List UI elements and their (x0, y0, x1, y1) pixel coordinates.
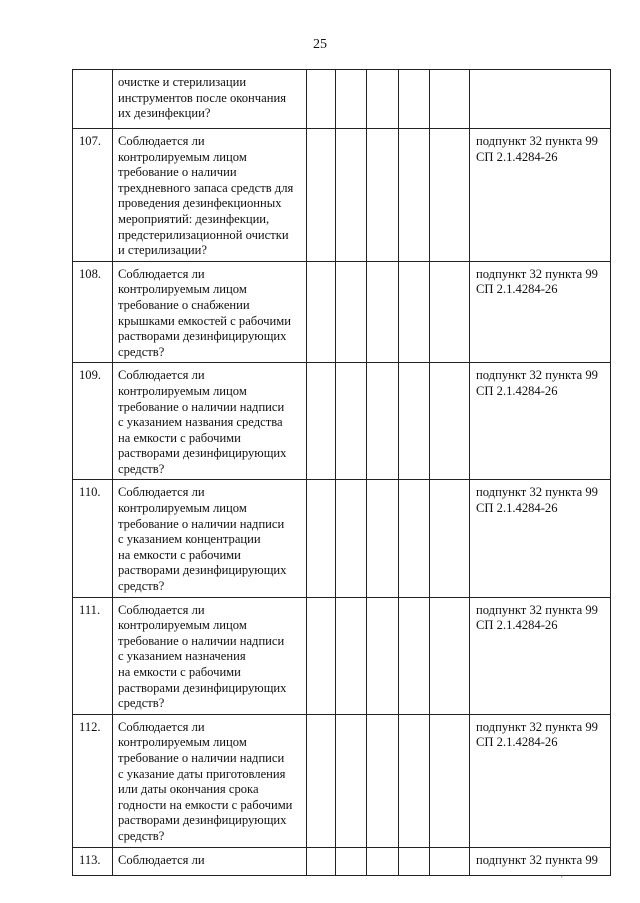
question-line: годности на емкости с рабочими (118, 797, 293, 812)
reference-line: подпункт 32 пункта 99 (476, 602, 598, 617)
answer-cell (367, 480, 399, 597)
question-line: на емкости с рабочими (118, 665, 241, 679)
question-line: требование о наличии надписи (118, 516, 285, 531)
row-number: 107. (73, 129, 113, 262)
answer-cell (430, 363, 470, 480)
answer-cell (399, 129, 430, 262)
row-number: 113. (73, 847, 113, 875)
answer-cell (367, 597, 399, 714)
question-line: проведения дезинфекционных (118, 196, 282, 211)
reference-line: СП 2.1.4284-26 (476, 383, 558, 398)
question-line: контролируемым лицом (118, 501, 247, 516)
answer-cell (336, 847, 367, 875)
table-row (73, 597, 611, 714)
question-line: контролируемым лицом (118, 282, 247, 297)
answer-cell (307, 480, 336, 597)
requirement-question (113, 70, 307, 129)
reference-line: подпункт 32 пункта 99 (476, 368, 598, 383)
question-line: Соблюдается ли (118, 134, 205, 148)
answer-cell (307, 597, 336, 714)
question-line: требование о наличии надписи (118, 750, 285, 765)
answer-cell (430, 847, 470, 875)
legal-reference (470, 714, 611, 847)
reference-line: подпункт 32 пункта 99 (476, 719, 598, 734)
requirement-question (113, 597, 307, 714)
answer-cell (399, 261, 430, 363)
answer-cell (336, 597, 367, 714)
row-number: 112. (73, 714, 113, 847)
question-line: контролируемым лицом (118, 735, 247, 750)
question-line: средств? (118, 696, 165, 711)
row-number: 108. (73, 261, 113, 363)
question-line: с указание даты приготовления (118, 766, 286, 781)
question-line: контролируемым лицом (118, 618, 247, 633)
reference-line: подпункт 32 пункта 99 (476, 485, 598, 500)
question-line: предстерилизационной очистки (118, 227, 289, 242)
answer-cell (430, 597, 470, 714)
reference-line: подпункт 32 пункта 99 (476, 852, 598, 867)
question-line: растворами дезинфицирующих (118, 563, 287, 578)
question-line: на емкости с рабочими (118, 547, 241, 562)
table-body (73, 70, 611, 876)
table-row (73, 363, 611, 480)
question-line: Соблюдается ли (118, 719, 205, 734)
question-line: средств? (118, 579, 165, 594)
answer-cell (307, 129, 336, 262)
question-line: трехдневного запаса средств для (118, 180, 294, 195)
answer-cell (336, 480, 367, 597)
answer-cell (430, 480, 470, 597)
legal-reference (470, 480, 611, 597)
legal-reference (470, 847, 611, 875)
reference-line: подпункт 32 пункта 99 (476, 134, 598, 148)
reference-line: подпункт 32 пункта 99 (476, 266, 598, 281)
question-line: контролируемым лицом (118, 149, 247, 164)
answer-cell (399, 480, 430, 597)
answer-cell (399, 363, 430, 480)
requirement-question (113, 261, 307, 363)
table-row (73, 847, 611, 875)
answer-cell (430, 129, 470, 262)
answer-cell (367, 129, 399, 262)
answer-cell (399, 597, 430, 714)
answer-cell (430, 70, 470, 129)
question-line: Соблюдается ли (118, 368, 205, 383)
row-number: 109. (73, 363, 113, 480)
table-row (73, 129, 611, 262)
requirement-question (113, 714, 307, 847)
answer-cell (367, 714, 399, 847)
question-line: и стерилизации? (118, 243, 208, 258)
page-number: 25 (313, 37, 327, 52)
answer-cell (307, 363, 336, 480)
answer-cell (336, 129, 367, 262)
question-line: средств? (118, 461, 165, 476)
scan-speck: ‚ (560, 868, 564, 879)
table-row (73, 70, 611, 129)
requirement-question (113, 847, 307, 875)
reference-line: СП 2.1.4284-26 (476, 618, 558, 633)
question-line: или даты окончания срока (118, 782, 259, 797)
requirement-question (113, 129, 307, 262)
question-line: Соблюдается ли (118, 485, 205, 500)
question-line: крышками емкостей с рабочими (118, 313, 291, 328)
table-row (73, 480, 611, 597)
question-line: требование о наличии надписи (118, 633, 285, 648)
question-line: контролируемым лицом (118, 383, 247, 398)
legal-reference (470, 129, 611, 262)
question-line: на емкости с рабочими (118, 430, 241, 445)
row-number: 111. (73, 597, 113, 714)
answer-cell (399, 847, 430, 875)
legal-reference (470, 261, 611, 363)
answer-cell (307, 714, 336, 847)
checklist-table (72, 69, 611, 876)
table-row (73, 261, 611, 363)
answer-cell (307, 261, 336, 363)
answer-cell (336, 363, 367, 480)
question-line: растворами дезинфицирующих (118, 813, 287, 828)
question-line: растворами дезинфицирующих (118, 329, 287, 344)
answer-cell (399, 70, 430, 129)
question-line: с указанием концентрации (118, 532, 261, 547)
question-line: требование о наличии надписи (118, 399, 285, 414)
legal-reference (470, 363, 611, 480)
question-line: средств? (118, 344, 165, 359)
answer-cell (336, 714, 367, 847)
question-line: мероприятий: дезинфекции, (118, 211, 270, 226)
question-line: средств? (118, 828, 165, 843)
answer-cell (307, 70, 336, 129)
answer-cell (399, 714, 430, 847)
question-line: требование о наличии (118, 165, 237, 180)
question-line: растворами дезинфицирующих (118, 680, 287, 695)
answer-cell (307, 847, 336, 875)
answer-cell (367, 261, 399, 363)
question-line: Соблюдается ли (118, 266, 205, 281)
legal-reference (470, 70, 611, 129)
question-line: Соблюдается ли (118, 852, 205, 867)
reference-line: СП 2.1.4284-26 (476, 149, 558, 164)
question-line: Соблюдается ли (118, 602, 205, 617)
question-line: очистке и стерилизации (118, 75, 247, 89)
legal-reference (470, 597, 611, 714)
reference-line: СП 2.1.4284-26 (476, 735, 558, 750)
row-number (73, 70, 113, 129)
question-line: растворами дезинфицирующих (118, 446, 287, 461)
question-line: требование о снабжении (118, 297, 250, 312)
question-line: с указанием назначения (118, 649, 246, 664)
requirement-question (113, 363, 307, 480)
answer-cell (367, 70, 399, 129)
question-line: их дезинфекции? (118, 106, 211, 121)
reference-line: СП 2.1.4284-26 (476, 282, 558, 297)
answer-cell (430, 261, 470, 363)
reference-line: СП 2.1.4284-26 (476, 501, 558, 516)
answer-cell (336, 70, 367, 129)
question-line: с указанием названия средства (118, 415, 283, 430)
answer-cell (367, 847, 399, 875)
answer-cell (336, 261, 367, 363)
answer-cell (430, 714, 470, 847)
question-line: инструментов после окончания (118, 90, 286, 105)
answer-cell (367, 363, 399, 480)
table-row (73, 714, 611, 847)
requirement-question (113, 480, 307, 597)
row-number: 110. (73, 480, 113, 597)
